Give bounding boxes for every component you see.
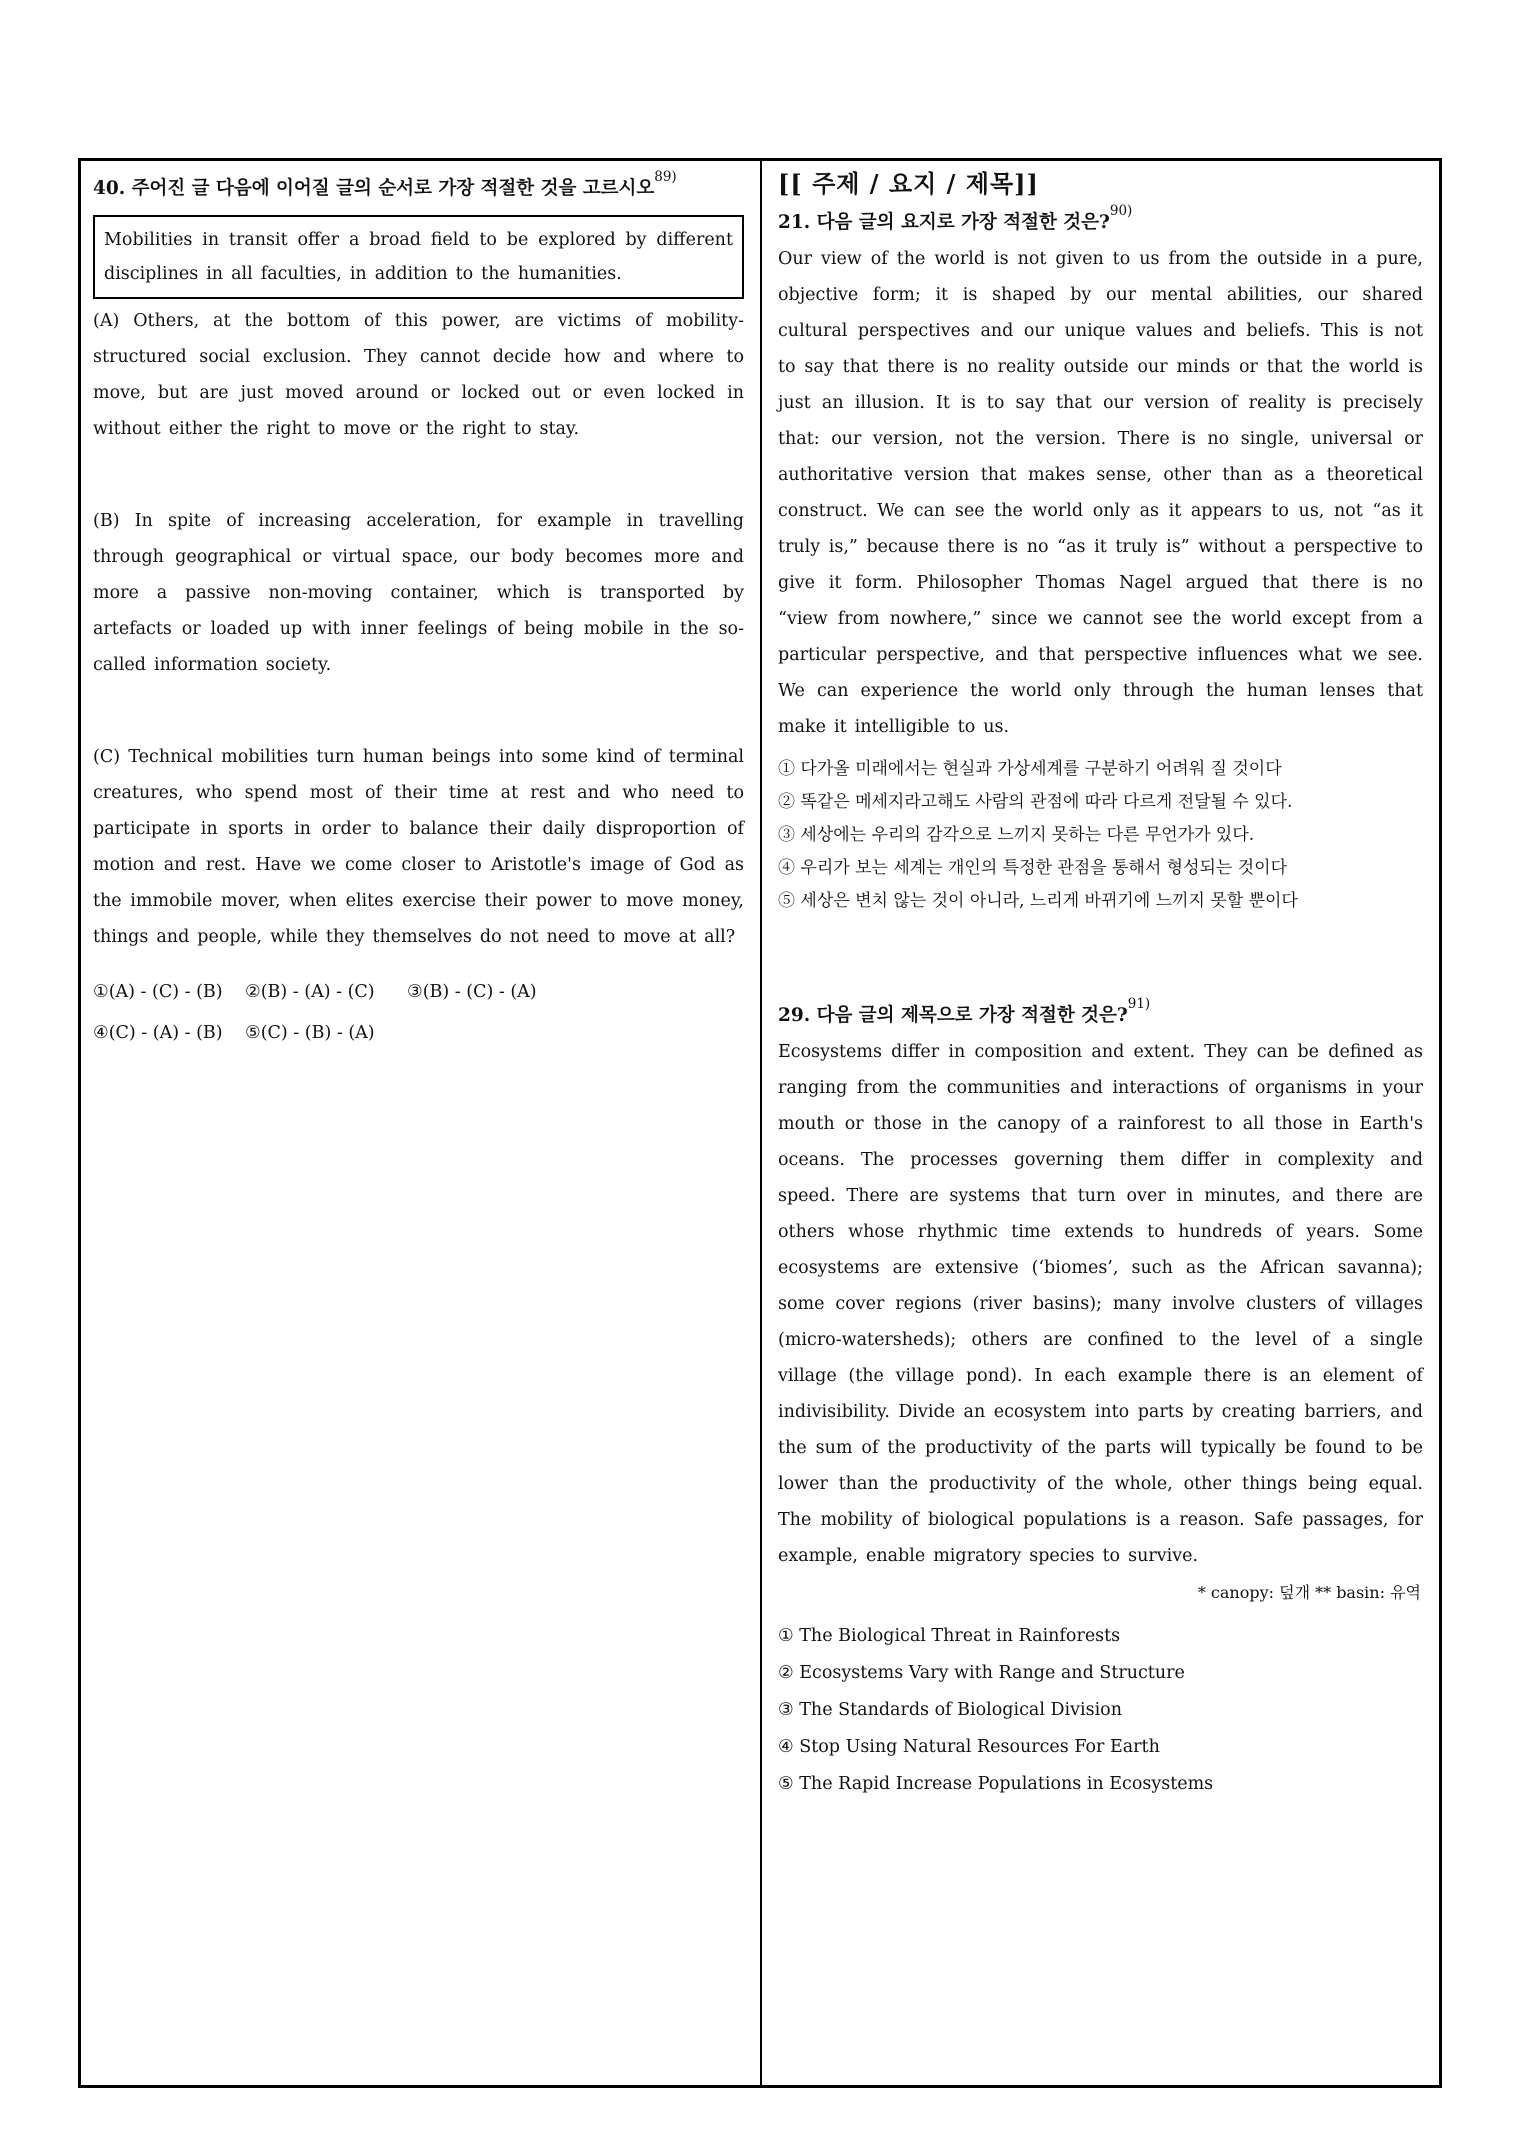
question-29-footnote-ref: 91) (1127, 995, 1151, 1012)
question-21-option-5: ⑤ 세상은 변치 않는 것이 아니라, 느리게 바뀌기에 느끼지 못할 뿐이다 (778, 891, 1298, 911)
question-29-vocabulary-footnote: * canopy: 덮개 ** basin: 유역 (1197, 1583, 1421, 1602)
section-header-text: [[ 주제 / 요지 / 제목]] (778, 169, 1039, 198)
question-40-title (93, 168, 744, 205)
question-40-paragraph-c: (C) Technical mobilities turn human beings into some kind of terminal creatures, who spend most of their time at rest and who need to participate in sports in order to balance their daily disproportion of motion and rest. Have we come closer to Aristotle's image of God as the immobile mover, when elites exercise their power to move money, things and people, while they themselves do not need to move at all? (93, 747, 744, 947)
question-21-title (778, 202, 1423, 239)
question-21-passage: Our view of the world is not given to us from the outside in a pure, objective form; it is shaped by our mental abilities, our shared cultural perspectives and our unique values and beliefs. This is not to say that there is no reality outside our minds or that the world is just an illusion. It is to say that our version of reality is precisely that: our version, not the version. There is no single, universal or authoritative version that makes sense, other than as a theoretical construct. We can see the world only as it appears to us, not “as it truly is,” because there is no “as it truly is” without a perspective to give it form. Philosopher Thomas Nagel argued that there is no “view from nowhere,” since we cannot see the world except from a particular perspective, and that perspective influences what we see. We can experience the world only through the human lenses that make it intelligible to us. (778, 249, 1423, 737)
question-29-options (778, 1618, 1423, 1803)
question-21-option-1: ① 다가올 미래에서는 현실과 가상세계를 구분하기 어려워 질 것이다 (778, 759, 1282, 779)
question-29-block (778, 995, 1423, 1803)
question-40-option-5: ⑤(C) - (B) - (A) (245, 1023, 375, 1043)
question-40-footnote-ref: 89) (654, 168, 677, 185)
question-40-paragraph-a: (A) Others, at the bottom of this power, are victims of mobility-structured social exclusion. They cannot decide how and where to move, but are just moved around or locked out or even locked in without either the right to move or the right to stay. (93, 311, 744, 439)
question-40-option-4: ④(C) - (A) - (B) (93, 1023, 223, 1043)
question-40-option-3: ③(B) - (C) - (A) (407, 982, 537, 1002)
question-40-options (93, 973, 744, 1052)
question-21-footnote-ref: 90) (1109, 202, 1133, 219)
question-29-passage: Ecosystems differ in composition and extent. They can be defined as ranging from the communities and interactions of organisms in your mouth or those in the canopy of a rainforest to all those in Earth's oceans. The processes governing them differ in complexity and speed. There are systems that turn over in minutes, and there are others whose rhythmic time extends to hundreds of years. Some ecosystems are extensive (‘biomes’, such as the African savanna); some cover regions (river basins); many involve clusters of villages (micro-watersheds); others are confined to the level of a single village (the village pond). In each example there is an element of indivisibility. Divide an ecosystem into parts by creating barriers, and the sum of the productivity of the parts will typically be found to be lower than the productivity of the whole, other things being equal. The mobility of biological populations is a reason. Safe passages, for example, enable migratory species to survive. (778, 1042, 1423, 1566)
question-21-option-3: ③ 세상에는 우리의 감각으로 느끼지 못하는 다른 무언가가 있다. (778, 825, 1255, 845)
question-40-option-1: ①(A) - (C) - (B) (93, 982, 223, 1002)
page-border-box (78, 158, 1442, 2088)
question-40-title-text: 40. 주어진 글 다음에 이어질 글의 순서로 가장 적절한 것을 고르시오 (93, 178, 655, 199)
section-header (778, 169, 1423, 199)
question-29-option-4: ④ Stop Using Natural Resources For Earth (778, 1737, 1160, 1757)
question-29-option-1: ① The Biological Threat in Rainforests (778, 1626, 1121, 1646)
question-29-option-5: ⑤ The Rapid Increase Populations in Ecosystems (778, 1774, 1214, 1794)
question-21-options (778, 753, 1423, 918)
question-40-paragraph-b: (B) In spite of increasing acceleration, for example in travelling through geographical or virtual space, our body becomes more and more a passive non-moving container, which is transported by artefacts or loaded up with inner feelings of being mobile in the so-called information society. (93, 511, 744, 675)
question-29-option-2: ② Ecosystems Vary with Range and Structure (778, 1663, 1185, 1683)
question-40-given-text-box (93, 215, 744, 299)
question-29-title-text: 29. 다음 글의 제목으로 가장 적절한 것은? (778, 1005, 1128, 1026)
question-21-option-4: ④ 우리가 보는 세계는 개인의 특정한 관점을 통해서 형성되는 것이다 (778, 858, 1288, 878)
question-21-option-2: ② 똑같은 메세지라고해도 사람의 관점에 따라 다르게 전달될 수 있다. (778, 792, 1293, 812)
right-column (762, 161, 1439, 2085)
question-21-title-text: 21. 다음 글의 요지로 가장 적절한 것은? (778, 212, 1110, 233)
question-29-option-3: ③ The Standards of Biological Division (778, 1700, 1122, 1720)
left-column (81, 161, 762, 2085)
question-40-option-2: ②(B) - (A) - (C) (245, 982, 375, 1002)
question-29-title (778, 995, 1423, 1032)
question-40-given-text: Mobilities in transit offer a broad field to be explored by different disciplines in all faculties, in addition to the humanities. (104, 230, 733, 284)
